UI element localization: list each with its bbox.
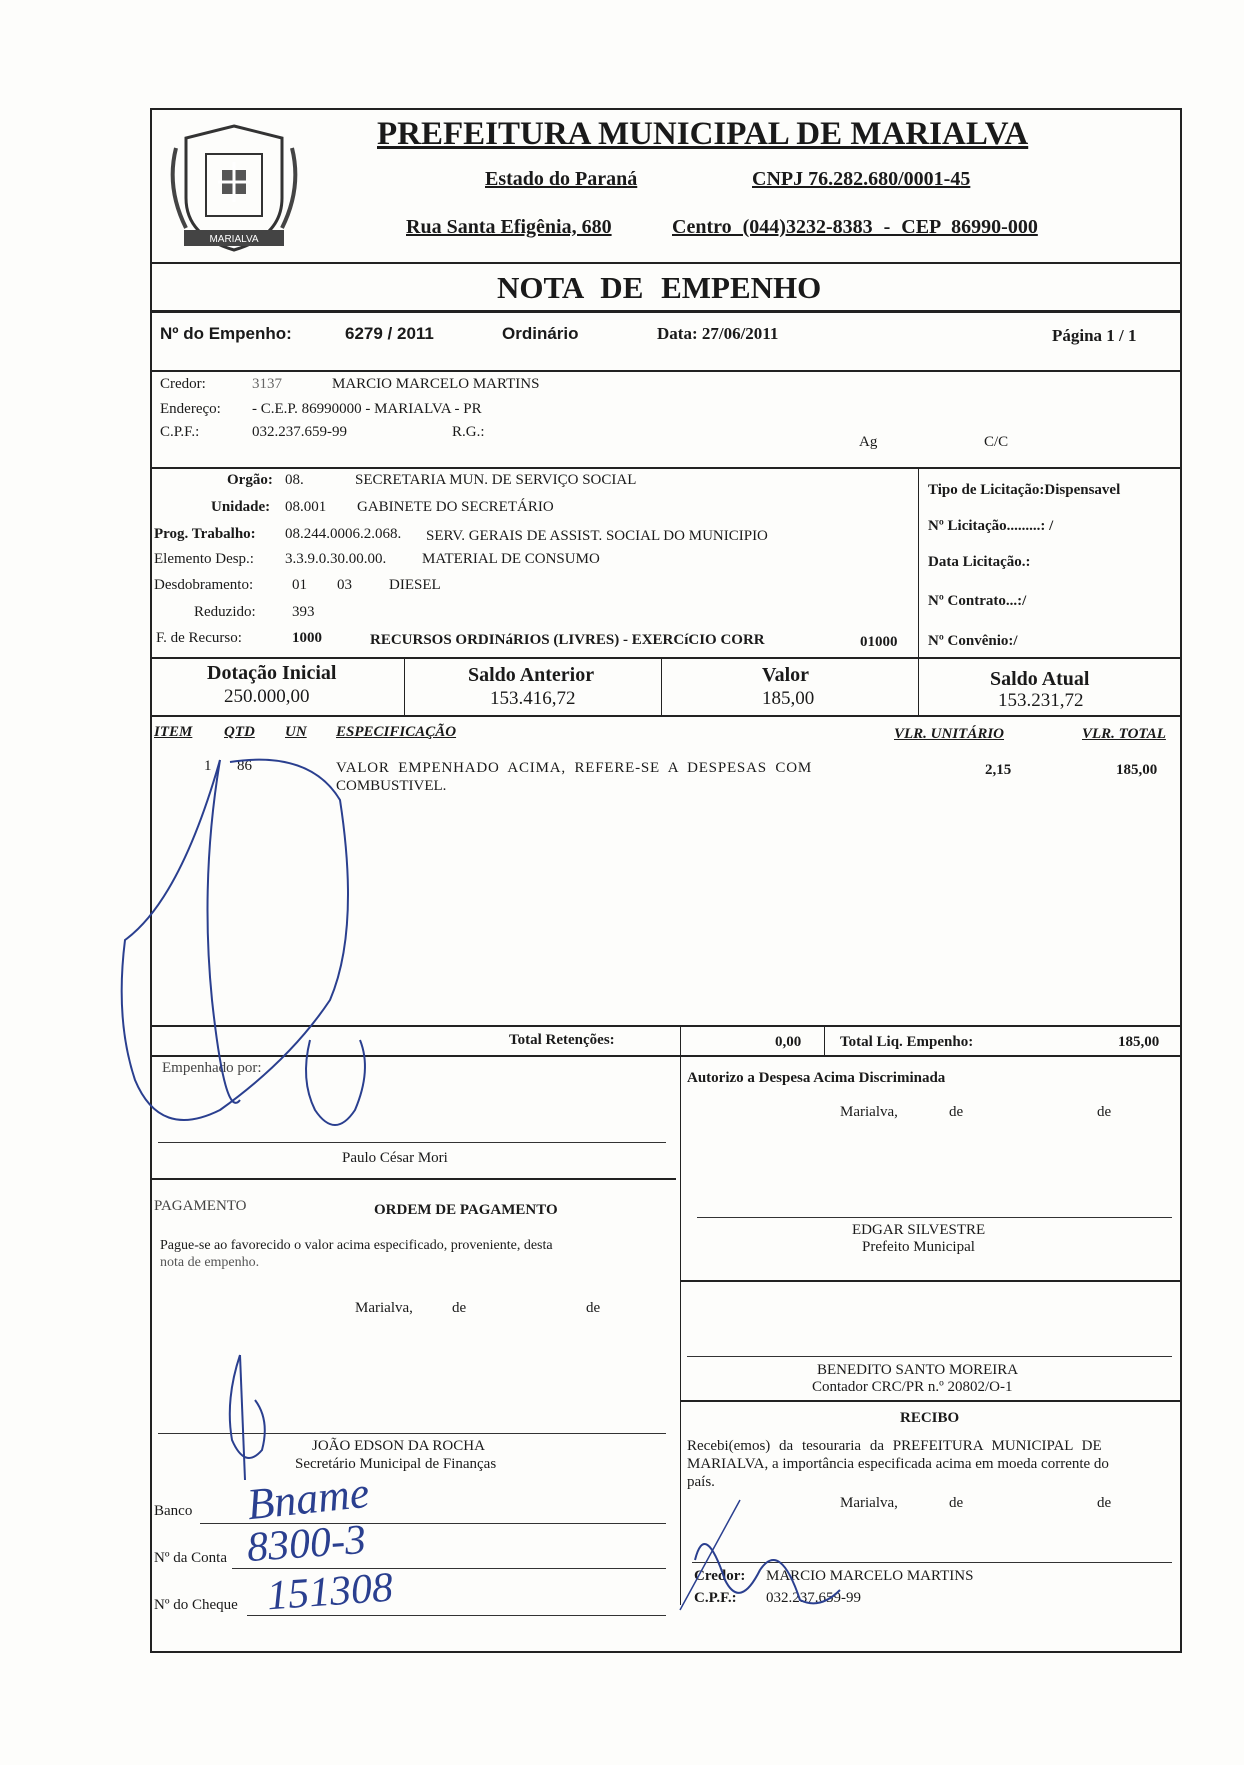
credor-cpf: 032.237.659-99: [252, 424, 347, 440]
reduzido-label: Reduzido:: [194, 604, 256, 620]
desdobramento-a: 01: [292, 577, 307, 593]
recibo-text-line1: Recebi(emos) da tesouraria da PREFEITURA MUNICIPAL DE: [687, 1438, 1102, 1454]
banco-label: Banco: [154, 1503, 193, 1519]
fonte-recurso-code: 1000: [292, 630, 322, 646]
tipo-licitacao: Tipo de Licitação:Dispensavel: [928, 482, 1121, 498]
item-unit-value: 2,15: [985, 762, 1012, 778]
pagamento-de2: de: [586, 1300, 601, 1316]
valor-label: Valor: [762, 664, 810, 686]
saldo-atual-value: 153.231,72: [998, 690, 1084, 711]
item-number: 1: [204, 758, 212, 774]
recibo-credor-name: MARCIO MARCELO MARTINS: [766, 1568, 974, 1584]
svg-text:MARIALVA: MARIALVA: [209, 234, 259, 245]
contador-name: BENEDITO SANTO MOREIRA: [817, 1362, 1019, 1378]
prefeito-title: Prefeito Municipal: [862, 1239, 975, 1255]
page-number: Página 1 / 1: [1052, 326, 1137, 345]
conta-corrente-label: C/C: [984, 434, 1009, 450]
municipal-crest-logo: [162, 118, 307, 256]
elemento-desc: MATERIAL DE CONSUMO: [422, 551, 600, 567]
reduzido-code: 393: [292, 604, 315, 620]
col-valor-unitario: VLR. UNITÁRIO: [894, 726, 1005, 742]
endereco-label: Endereço:: [160, 401, 221, 417]
empenho-type: Ordinário: [502, 324, 579, 343]
recibo-de2: de: [1097, 1495, 1112, 1511]
pagamento-de1: de: [452, 1300, 467, 1316]
cpf-label: C.P.F.:: [160, 424, 200, 440]
pagamento-label: PAGAMENTO: [154, 1198, 247, 1214]
credor-name: MARCIO MARCELO MARTINS: [332, 376, 540, 392]
recibo-credor-label: Credor:: [694, 1568, 746, 1584]
total-liquido-label: Total Liq. Empenho:: [840, 1034, 974, 1050]
saldo-anterior-value: 153.416,72: [490, 688, 576, 709]
handwritten-cheque: 151308: [265, 1564, 395, 1620]
fonte-recurso-number: 01000: [860, 634, 898, 650]
recibo-cpf-label: C.P.F.:: [694, 1590, 737, 1606]
total-retencoes-label: Total Retenções:: [509, 1032, 615, 1048]
empenhado-por-label: Empenhado por:: [162, 1060, 262, 1076]
agencia-label: Ag: [859, 434, 878, 450]
fonte-recurso-label: F. de Recurso:: [156, 630, 242, 646]
data-licitacao: Data Licitação.:: [928, 554, 1031, 570]
pagamento-text-line1: Pague-se ao favorecido o valor acima especificado, proveniente, desta: [160, 1238, 553, 1253]
col-item: ITEM: [154, 724, 193, 740]
autorizo-city: Marialva,: [840, 1104, 898, 1120]
nota-de-empenho-form: [150, 108, 1182, 1653]
unidade-desc: GABINETE DO SECRETÁRIO: [357, 499, 554, 515]
numero-cheque-label: Nº do Cheque: [154, 1597, 238, 1613]
recibo-title: RECIBO: [900, 1410, 960, 1426]
orgao-label: Orgão:: [227, 472, 273, 488]
numero-conta-label: Nº da Conta: [154, 1550, 227, 1566]
credor-code: 3137: [252, 376, 282, 392]
item-quantity: 86: [237, 758, 252, 774]
item-description-line2: COMBUSTIVEL.: [336, 778, 447, 794]
recibo-text-line3: país.: [687, 1474, 715, 1490]
empenho-number: 6279 / 2011: [345, 324, 434, 343]
prog-trabalho-desc: SERV. GERAIS DE ASSIST. SOCIAL DO MUNICIPIO: [426, 528, 768, 544]
handwritten-banco: Bname: [244, 1467, 372, 1530]
contador-title: Contador CRC/PR n.º 20802/O-1: [812, 1379, 1013, 1395]
pagamento-city: Marialva,: [355, 1300, 413, 1316]
secretario-title: Secretário Municipal de Finanças: [295, 1456, 497, 1472]
valor-value: 185,00: [762, 688, 815, 709]
col-valor-total: VLR. TOTAL: [1082, 726, 1166, 742]
item-description-line1: VALOR EMPENHADO ACIMA, REFERE-SE A DESPESAS COM: [336, 760, 812, 776]
autorizo-de1: de: [949, 1104, 964, 1120]
recibo-city: Marialva,: [840, 1495, 898, 1511]
credor-address: - C.E.P. 86990000 - MARIALVA - PR: [252, 401, 482, 417]
prefeito-name: EDGAR SILVESTRE: [852, 1222, 986, 1238]
saldo-atual-label: Saldo Atual: [990, 668, 1090, 690]
empenho-date: Data: 27/06/2011: [657, 324, 779, 343]
saldo-anterior-label: Saldo Anterior: [468, 664, 595, 686]
col-un: UN: [285, 724, 307, 740]
desdobramento-b: 03: [337, 577, 352, 593]
orgao-code: 08.: [285, 472, 304, 488]
elemento-label: Elemento Desp.:: [154, 551, 254, 567]
ordem-pagamento-title: ORDEM DE PAGAMENTO: [374, 1202, 558, 1218]
empenho-number-label: Nº do Empenho:: [160, 324, 292, 343]
credor-label: Credor:: [160, 376, 206, 392]
prefeitura-title: PREFEITURA MUNICIPAL DE MARIALVA: [377, 116, 1029, 152]
handwritten-conta: 8300-3: [245, 1516, 368, 1572]
cnpj: CNPJ 76.282.680/0001-45: [752, 168, 971, 190]
numero-contrato: Nº Contrato...:/: [928, 593, 1027, 609]
prog-trabalho-label: Prog. Trabalho:: [154, 526, 256, 542]
rg-label: R.G.:: [452, 424, 485, 440]
dotacao-inicial-label: Dotação Inicial: [207, 662, 337, 684]
recibo-cpf: 032.237.659-99: [766, 1590, 861, 1606]
orgao-desc: SECRETARIA MUN. DE SERVIÇO SOCIAL: [355, 472, 637, 488]
unidade-label: Unidade:: [211, 499, 271, 515]
total-retencoes-value: 0,00: [775, 1034, 802, 1050]
desdobramento-desc: DIESEL: [389, 577, 441, 593]
autorizo-label: Autorizo a Despesa Acima Discriminada: [687, 1070, 946, 1086]
prog-trabalho-code: 08.244.0006.2.068.: [285, 526, 402, 542]
numero-licitacao: Nº Licitação.........: /: [928, 518, 1054, 534]
recibo-text-line2: MARIALVA, a importância especificada acima em moeda corrente do: [687, 1456, 1109, 1472]
item-total-value: 185,00: [1116, 762, 1158, 778]
dotacao-inicial-value: 250.000,00: [224, 686, 310, 707]
empenhado-por-name: Paulo César Mori: [342, 1150, 448, 1166]
secretario-name: JOÃO EDSON DA ROCHA: [312, 1438, 485, 1454]
numero-convenio: Nº Convênio:/: [928, 633, 1018, 649]
total-liquido-value: 185,00: [1118, 1034, 1160, 1050]
street-address: Rua Santa Efigênia, 680: [406, 216, 612, 238]
state-name: Estado do Paraná: [485, 168, 638, 190]
fonte-recurso-desc: RECURSOS ORDINáRIOS (LIVRES) - EXERCíCIO CORR: [370, 632, 765, 648]
elemento-code: 3.3.9.0.30.00.00.: [285, 551, 387, 567]
recibo-de1: de: [949, 1495, 964, 1511]
col-qtd: QTD: [224, 724, 255, 740]
unidade-code: 08.001: [285, 499, 327, 515]
pagamento-text-line2: nota de empenho.: [160, 1255, 260, 1270]
autorizo-de2: de: [1097, 1104, 1112, 1120]
col-especificacao: ESPECIFICAÇÃO: [336, 724, 457, 740]
address-contact: Centro (044)3232-8383 - CEP 86990-000: [672, 216, 1038, 238]
desdobramento-label: Desdobramento:: [154, 577, 254, 593]
document-title: NOTA DE EMPENHO: [497, 270, 822, 305]
